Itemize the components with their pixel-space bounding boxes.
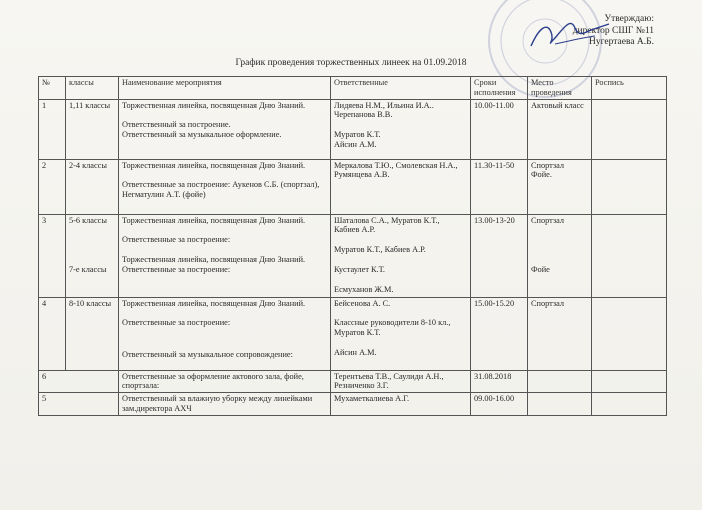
cell-classes: 1,11 классы xyxy=(66,99,119,159)
event-line: Ответственные за построение: xyxy=(122,235,231,245)
cell-responsible xyxy=(331,297,471,370)
table-row xyxy=(39,214,667,297)
cell-time: 09.00-16.00 xyxy=(471,393,528,416)
table-row xyxy=(39,370,667,393)
cell-num: 5 xyxy=(39,393,119,416)
cell-place: Спортзал xyxy=(528,297,592,370)
header-location: Место проведения xyxy=(528,77,592,100)
event-line: Торжественная линейка, посвященная Дню Знаний. xyxy=(122,215,306,225)
cell-time: 13.00-13-20 xyxy=(471,214,528,297)
cell-signature xyxy=(592,297,667,370)
cell-event xyxy=(119,99,331,159)
cell-time: 31.08.2018 xyxy=(471,370,528,393)
cell-signature xyxy=(592,99,667,159)
cell-place: Актовый класс xyxy=(528,99,592,159)
schedule-table xyxy=(38,76,667,416)
approval-position: директор СШГ №11 xyxy=(572,25,654,36)
event-line: Ответственные за построение: xyxy=(122,318,231,328)
responsible-line: Айсин А.М. xyxy=(334,139,377,149)
header-signature: Роспись xyxy=(592,77,667,100)
cell-num: 6 xyxy=(39,370,119,393)
header-num: № xyxy=(39,77,66,100)
cell-place xyxy=(528,159,592,214)
table-row xyxy=(39,99,667,159)
cell-responsible: Мухаметкалиева А.Г. xyxy=(331,393,471,416)
cell-num: 2 xyxy=(39,159,66,214)
cell-time: 11.30-11-50 xyxy=(471,159,528,214)
event-line: Торжественная линейка, посвященная Дню Знаний. xyxy=(122,255,306,265)
cell-responsible xyxy=(331,159,471,214)
cell-time: 15.00-15.20 xyxy=(471,297,528,370)
cell-signature xyxy=(592,214,667,297)
header-event: Наименование мероприятия xyxy=(119,77,331,100)
table-row xyxy=(39,393,667,416)
cell-num: 4 xyxy=(39,297,66,370)
event-line: Ответственные за построение: xyxy=(122,264,231,274)
header-classes: классы xyxy=(66,77,119,100)
place-line: Фойе. xyxy=(531,170,552,180)
page-title: График проведения торжественных линеек на 01.09.2018 xyxy=(235,58,467,68)
cell-classes xyxy=(66,214,119,297)
classes-line: 5-6 классы xyxy=(69,215,107,225)
event-line: Ответственный за построение. xyxy=(122,120,231,130)
cell-responsible xyxy=(331,99,471,159)
cell-responsible: Терентьева Т.В., Саулиди А.Н., Резниченко З.Г. xyxy=(331,370,471,393)
cell-event: Ответственные за оформление актового зала, фойе, спортзала: xyxy=(119,370,331,393)
responsible-line: Классные руководители 8-10 кл., Муратов К.Т. xyxy=(334,318,451,338)
cell-num: 1 xyxy=(39,99,66,159)
cell-place xyxy=(528,393,592,416)
cell-num: 3 xyxy=(39,214,66,297)
responsible-line: Муратов К.Т., Кабиев А.Р. xyxy=(334,245,426,255)
event-line: Торжественная линейка, посвященная Дню Знаний. xyxy=(122,298,306,308)
table-row xyxy=(39,297,667,370)
cell-classes: 2-4 классы xyxy=(66,159,119,214)
header-responsible: Ответственные xyxy=(331,77,471,100)
cell-event xyxy=(119,214,331,297)
approval-heading: Утверждаю: xyxy=(604,14,654,24)
classes-line: 7-е классы xyxy=(69,265,107,275)
cell-classes: 8-10 классы xyxy=(66,297,119,370)
cell-responsible xyxy=(331,214,471,297)
event-line: Ответственный за музыкальное оформление. xyxy=(122,130,282,140)
place-line: Спортзал xyxy=(531,160,565,170)
table-header-row xyxy=(39,77,667,100)
responsible-line: Лидяева Н.М., Ильина И.А.. Черепанова В.В. xyxy=(334,100,434,120)
event-line: Ответственные за построение: Аукенов С.Б. (спортзал), Негматулин А.Т. (фойе) xyxy=(122,180,320,200)
responsible-line: Кустаулет К.Т. xyxy=(334,264,385,274)
event-line: Торжественная линейка, посвященная Дню Знаний. xyxy=(122,100,306,110)
header-deadline: Сроки исполнения xyxy=(471,77,528,100)
responsible-line: Меркалова Т.Ю., Смолевская Н.А., xyxy=(334,160,458,170)
cell-signature xyxy=(592,159,667,214)
cell-event xyxy=(119,159,331,214)
place-line: Фойе xyxy=(531,265,550,275)
handwritten-signature xyxy=(525,8,615,58)
table-row xyxy=(39,159,667,214)
event-line: Ответственный за музыкальное сопровождение: xyxy=(122,350,293,360)
cell-signature xyxy=(592,370,667,393)
cell-event xyxy=(119,297,331,370)
cell-time: 10.00-11.00 xyxy=(471,99,528,159)
cell-event: Ответственный за влажную уборку между линейками зам.директора АХЧ xyxy=(119,393,331,416)
responsible-line: Есмуханов Ж.М. xyxy=(334,284,394,294)
responsible-line: Муратов К.Т. xyxy=(334,130,381,140)
responsible-line: Бейсенова А. С. xyxy=(334,298,391,308)
event-line: Торжественная линейка, посвященная Дню Знаний. xyxy=(122,160,306,170)
cell-place xyxy=(528,214,592,297)
cell-place xyxy=(528,370,592,393)
responsible-line: Румянцева А.В. xyxy=(334,170,390,180)
cell-signature xyxy=(592,393,667,416)
responsible-line: Шаталова С.А., Муратов К.Т., Кабиев А.Р. xyxy=(334,215,440,235)
approval-name: Нугертаева А.Б. xyxy=(589,37,654,47)
responsible-line: Айсин А.М. xyxy=(334,347,377,357)
place-line: Спортзал xyxy=(531,215,565,225)
